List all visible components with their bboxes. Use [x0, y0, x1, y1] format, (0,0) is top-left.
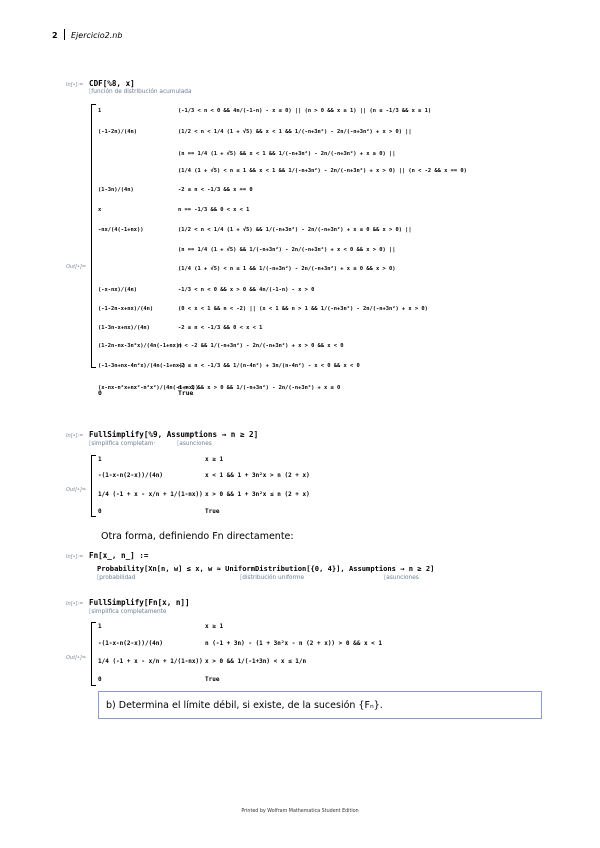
fullsimplify-hint[interactable]: [ simplifica completam·: [89, 441, 155, 447]
piecewise-value: 1: [98, 456, 102, 463]
question-text: b) Determina el límite débil, si existe, de la sucesión {Fₙ}.: [106, 700, 383, 711]
fullsimplify-hint[interactable]: [ simplifica completamente: [89, 609, 166, 615]
piecewise-condition: -2 ≤ n < -1/3 && 1/(n-4n²) + 3n/(n-4n²) - x < 0 && x < 0: [178, 363, 360, 369]
cdf-hint[interactable]: [ función de distribución acumulada: [89, 89, 192, 95]
piecewise-value: 1/4 (-1 + x - x/n + 1/(1-nx)): [98, 491, 203, 498]
piecewise-condition: n (-1 + 3n) - (1 + 3n²x - n (2 + x)) > 0 && x < 1: [205, 640, 383, 647]
piecewise-condition: x ≥ 1: [205, 623, 224, 630]
piecewise-brace: [91, 104, 96, 368]
body-text: Otra forma, definiendo Fn directamente:: [101, 531, 294, 542]
piecewise-value: -(1-x-n(2-x))/(4n): [98, 472, 164, 479]
piecewise-condition: (1/2 < n < 1/4 (1 + √5) && 1/(-n+3n²) - 2n/(-n+3n²) + x ≤ 0 && x > 0) ||: [178, 227, 412, 233]
cdf-last-condition: True: [178, 389, 194, 397]
page-number: 2: [52, 31, 58, 40]
input-label: In[•]:=: [66, 601, 84, 607]
notebook-file-name: Ejercicio2.nb: [71, 31, 123, 40]
piecewise-condition: (1/2 < n < 1/4 (1 + √5) && x < 1 && 1/(-n+3n²) - 2n/(-n+3n²) + x > 0) ||: [178, 129, 412, 135]
input-label: In[•]:=: [66, 433, 84, 439]
input-label: In[•]:=: [66, 554, 84, 560]
piecewise-condition: -2 ≤ n < -1/3 && 0 < x < 1: [178, 325, 263, 331]
probability-hint[interactable]: [ probabilidad: [97, 575, 135, 581]
piecewise-value: (x-nx-n²x+nx²-n²x²)/(4n(-1+nx)): [98, 385, 199, 391]
output-label: Out[•]=: [66, 264, 87, 270]
piecewise-condition: (n == 1/4 (1 + √5) && 1/(-n+3n²) - 2n/(-n+3n²) + x < 0 && x > 0) ||: [178, 247, 396, 253]
piecewise-value: (-1-3n+nx-4n²x)/(4n(-1+nx)): [98, 363, 186, 369]
piecewise-value: 1: [98, 623, 102, 630]
header-divider: [64, 29, 65, 40]
cdf-last-value: 0: [98, 389, 102, 397]
fullsimplify-input[interactable]: FullSimplify[%9, Assumptions → n ≥ 2]: [89, 430, 259, 439]
input-label: In[•]:=: [66, 82, 84, 88]
output-label: Out[•]=: [66, 655, 87, 661]
piecewise-brace: [91, 622, 96, 686]
piecewise-condition: x < 1 && 1 + 3n²x > n (2 + x): [205, 472, 310, 479]
piecewise-condition: -1/3 < n < 0 && x > 0 && 4n/(-1-n) - x > 0: [178, 287, 315, 293]
assumptions-hint[interactable]: [ asunciones: [384, 575, 419, 581]
print-footer: Printed by Wolfram Mathematica Student Edition: [241, 809, 359, 814]
fn-definition-head[interactable]: Fn[x_, n_] :=: [89, 551, 149, 560]
assumptions-hint[interactable]: [ asunciones: [177, 441, 212, 447]
piecewise-condition: (0 < x < 1 && n < -2) || (x < 1 && n > 1 && 1/(-n+3n²) - 2n/(-n+3n²) + x > 0): [178, 306, 428, 312]
piecewise-value: 1/4 (-1 + x - x/n + 1/(1-nx)): [98, 658, 203, 665]
fn-definition-body[interactable]: Probability[Xn[n, w] ≤ x, w ≈ UniformDistribution[{0, 4}], Assumptions → n ≥ 2]: [97, 564, 435, 573]
piecewise-condition: n < -2 && 1/(-n+3n²) - 2n/(-n+3n²) + x > 0 && x < 0: [178, 343, 344, 349]
piecewise-value: (1-2n-nx-3n²x)/(4n(-1+nx)): [98, 343, 183, 349]
piecewise-condition: (n == 1/4 (1 + √5) && x < 1 && 1/(-n+3n²) - 2n/(-n+3n²) + x ≥ 0) ||: [178, 151, 396, 157]
cdf-input[interactable]: CDF[%8, x]: [89, 79, 135, 88]
piecewise-condition: x > 0 && 1 + 3n²x ≤ n (2 + x): [205, 491, 310, 498]
piecewise-value: 0: [98, 676, 102, 683]
piecewise-value: x: [98, 207, 102, 213]
output-label: Out[•]=: [66, 487, 87, 493]
piecewise-value: (-1-2n)/(4n): [98, 129, 137, 135]
piecewise-value: (-x-nx)/(4n): [98, 287, 137, 293]
piecewise-condition: (1/4 (1 + √5) < n ≤ 1 && x < 1 && 1/(-n+3n²) - 2n/(-n+3n²) + x > 0) || (n < -2 && x == 0): [178, 168, 467, 174]
piecewise-value: 1: [98, 108, 102, 114]
piecewise-condition: x ≥ 1: [205, 456, 224, 463]
piecewise-condition: True: [205, 676, 220, 683]
piecewise-value: -(1-x-n(2-x))/(4n): [98, 640, 164, 647]
piecewise-value: (1-3n-x+nx)/(4n): [98, 325, 150, 331]
piecewise-condition: x > 0 && 1/(-1+3n) < x ≤ 1/n: [205, 658, 307, 665]
piecewise-brace: [91, 455, 96, 517]
piecewise-value: (-1-2n-x+nx)/(4n): [98, 306, 154, 312]
piecewise-condition: -2 ≤ n < -1/3 && x == 0: [178, 187, 253, 193]
piecewise-condition: n > 1 && x > 0 && 1/(-n+3n²) - 2n/(-n+3n²) + x ≤ 0: [178, 385, 341, 391]
piecewise-value: 0: [98, 508, 102, 515]
piecewise-value: -nx/(4(-1+nx)): [98, 227, 144, 233]
piecewise-condition: True: [205, 508, 220, 515]
piecewise-value: (1-3n)/(4n): [98, 187, 134, 193]
piecewise-condition: (1/4 (1 + √5) < n ≤ 1 && 1/(-n+3n²) - 2n/(-n+3n²) + x ≤ 0 && x > 0): [178, 266, 396, 272]
uniform-distribution-hint[interactable]: [ distribución uniforme: [240, 575, 304, 581]
fullsimplify-fn-input[interactable]: FullSimplify[Fn[x, n]]: [89, 598, 190, 607]
piecewise-condition: n == -1/3 && 0 < x < 1: [178, 207, 250, 213]
piecewise-condition: (-1/3 < n < 0 && 4n/(-1-n) - x ≤ 0) || (n > 0 && x ≥ 1) || (n ≤ -1/3 && x ≥ 1): [178, 108, 432, 114]
